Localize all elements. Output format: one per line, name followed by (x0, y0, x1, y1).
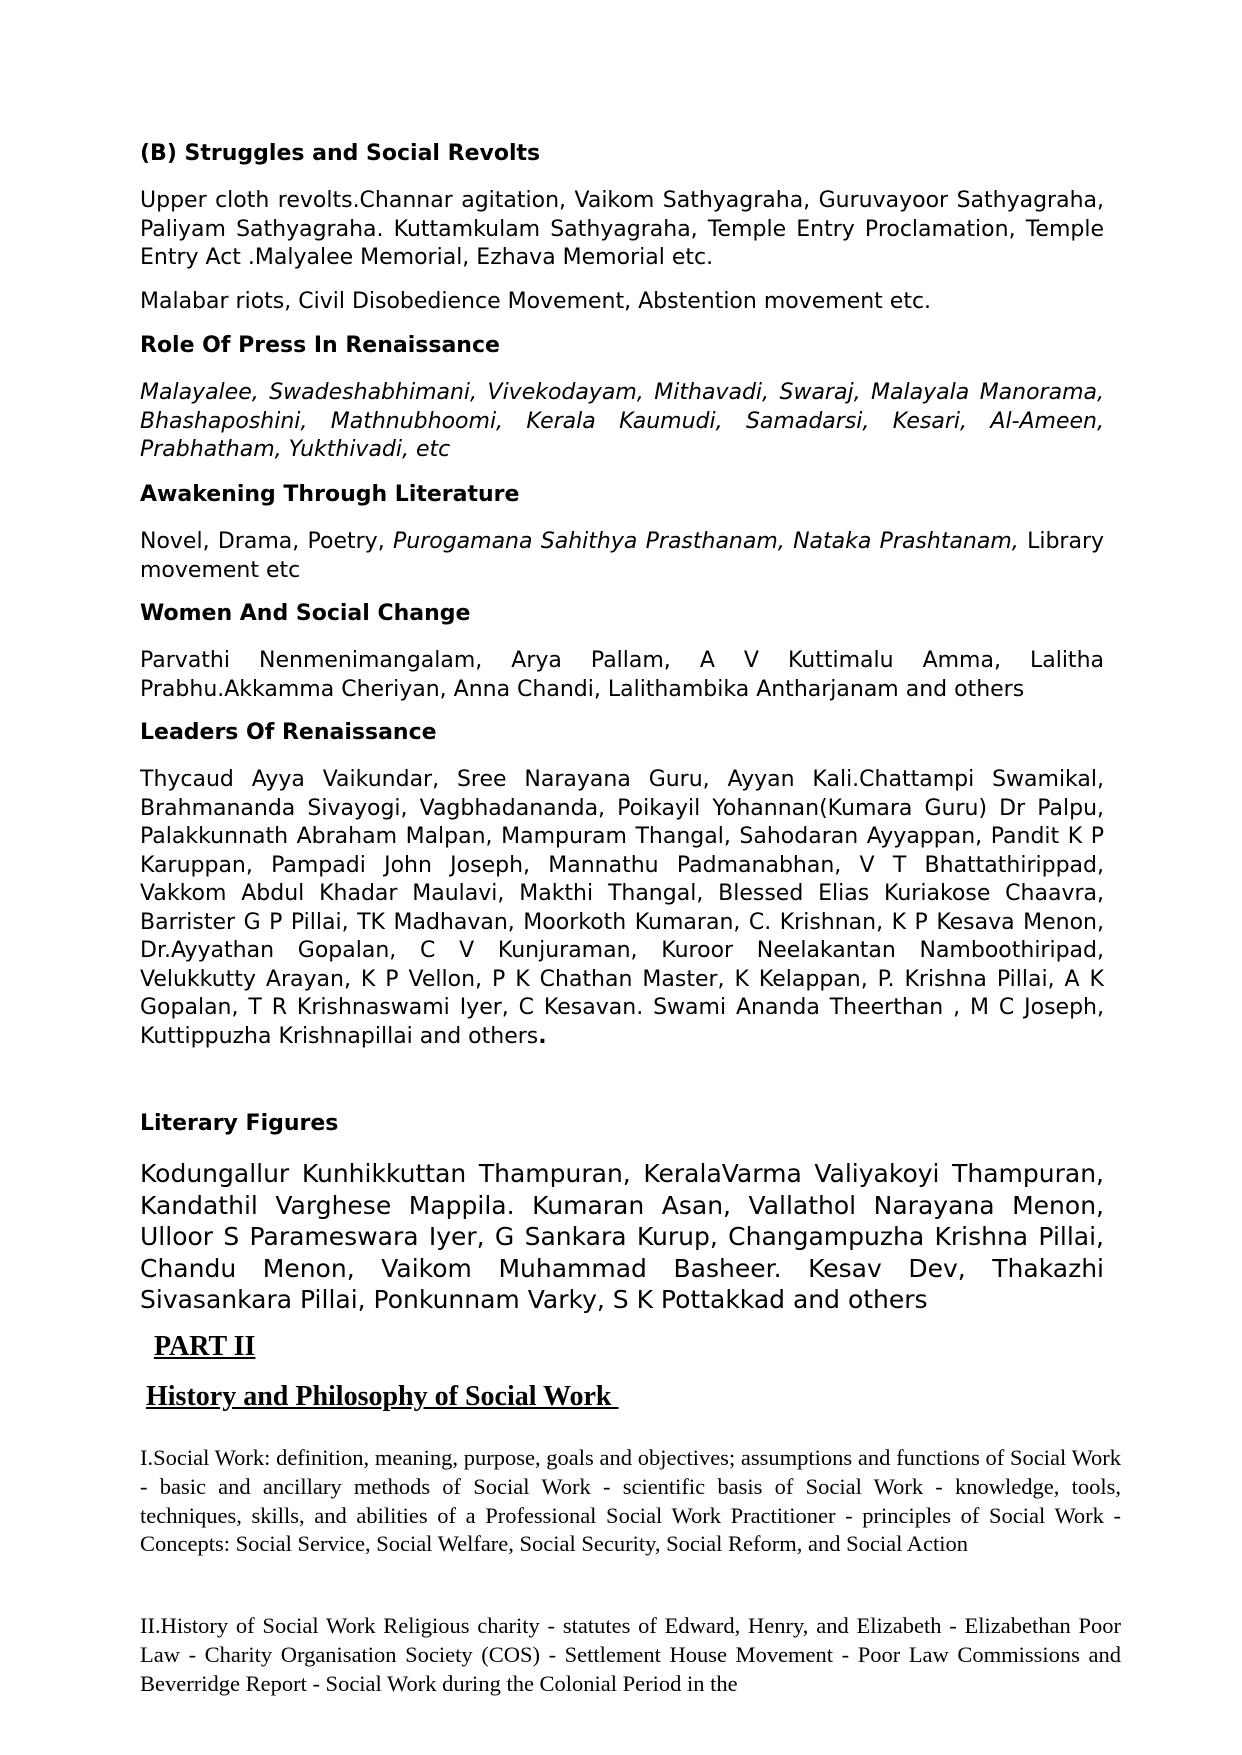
malabar-paragraph: Malabar riots, Civil Disobedience Movement, Abstention movement etc. (140, 289, 932, 314)
part-title: PART II (154, 1331, 256, 1362)
literature-plain-text: Novel, Drama, Poetry, (140, 529, 393, 554)
press-paragraph: Malayalee, Swadeshabhimani, Vivekodayam, Mithavadi, Swaraj, Malayala Manorama, Bhashaposhini, Mathnubhoomi, Kerala Kaumudi, Samadarsi, Kesari, Al-Ameen, Prabhatham, Yukthivadi, etc (140, 380, 1104, 462)
literature-tail-text: Library movement etc (140, 529, 1105, 583)
literature-paragraph (140, 528, 1104, 585)
women-paragraph: Parvathi Nenmenimangalam, Arya Pallam, A V Kuttimalu Amma, Lalitha Prabhu.Akkamma Cheriyan, Anna Chandi, Lalithambika Antharjanam and others (140, 648, 1104, 702)
social-work-paragraph-1: I.Social Work: definition, meaning, purpose, goals and objectives; assumptions and functions of Social Work - basic and ancillary methods of Social Work - scientific basis of Social Work - knowledge, tools, techniques, skills, and abilities of a Professional Social Work Practitioner - principles of Social Work - Concepts: Social Service, Social Welfare, Social Security, Social Reform, and Social Action (140, 1445, 1121, 1557)
struggles-paragraph: Upper cloth revolts.Channar agitation, Vaikom Sathyagraha, Guruvayoor Sathyagraha, Paliyam Sathyagraha. Kuttamkulam Sathyagraha, Temple Entry Proclamation, Temple Entry Act .Malyalee Memorial, Ezhava Memorial etc. (140, 188, 1104, 270)
literary-heading: Literary Figures (140, 1111, 339, 1136)
women-heading: Women And Social Change (140, 601, 471, 626)
social-work-paragraph-2: II.History of Social Work Religious charity - statutes of Edward, Henry, and Elizabeth - Elizabethan Poor Law - Charity Organisation Society (COS) - Settlement House Movement - Poor Law Commissions and Beverridge Report - Social Work during the Colonial Period in the (140, 1613, 1121, 1696)
literature-heading: Awakening Through Literature (140, 482, 520, 507)
leaders-heading: Leaders Of Renaissance (140, 720, 437, 745)
press-heading: Role Of Press In Renaissance (140, 333, 500, 358)
leaders-text: Thycaud Ayya Vaikundar, Sree Narayana Guru, Ayyan Kali.Chattampi Swamikal, Brahmananda Sivayogi, Vagbhadananda, Poikayil Yohannan(Kumara Guru) Dr Palpu, Palakkunnath Abraham Malpan, Mampuram Thangal, Sahodaran Ayyappan, Pandit K P Karuppan, Pampadi John Joseph, Mannathu Padmanabhan, V T Bhattathirippad, Vakkom Abdul Khadar Maulavi, Makthi Thangal, Blessed Elias Kuriakose Chaavra, Barrister G P Pillai, TK Madhavan, Moorkoth Kumaran, C. Krishnan, K P Kesava Menon, Dr.Ayyathan Gopalan, C V Kunjuraman, Kuroor Neelakantan Namboothiripad, Velukkutty Arayan, K P Vellon, P K Chathan Master, K Kelappan, P. Krishna Pillai, A K Gopalan, T R Krishnaswami Iyer, C Kesavan. Swami Ananda Theerthan , M C Joseph, Kuttippuzha Krishnapillai and others (140, 767, 1104, 1049)
leaders-paragraph (140, 766, 1104, 1051)
literary-paragraph: Kodungallur Kunhikkuttan Thampuran, KeralaVarma Valiyakoyi Thampuran, Kandathil Varghese Mappila. Kumaran Asan, Vallathol Narayana Menon, Ulloor S Parameswara Iyer, G Sankara Kurup, Changampuzha Krishna Pillai, Chandu Menon, Vaikom Muhammad Basheer. Kesav Dev, Thakazhi Sivasankara Pillai, Ponkunnam Varky, S K Pottakkad and others (140, 1159, 1104, 1314)
struggles-heading: (B) Struggles and Social Revolts (140, 141, 541, 166)
literature-italic-text: Purogamana Sahithya Prasthanam, Nataka Prashtanam, (392, 529, 1019, 554)
part-subtitle: History and Philosophy of Social Work (146, 1381, 619, 1412)
leaders-end-mark: . (538, 1023, 547, 1049)
